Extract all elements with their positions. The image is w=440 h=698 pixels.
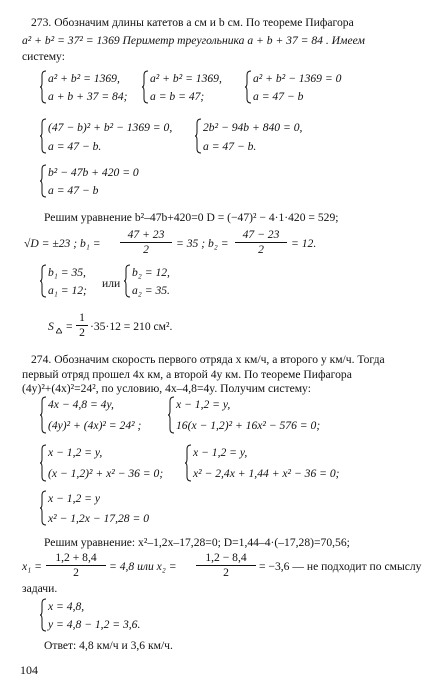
- numerator: 47 + 23: [127, 228, 165, 241]
- equation: a₁ = 12;: [48, 284, 87, 297]
- brace-icon: [185, 444, 193, 482]
- p273-system2: [142, 70, 242, 106]
- p274-x1-prefix: x₁ =: [22, 560, 42, 573]
- numerator: 47 − 23: [242, 228, 280, 241]
- equation: (4y)² + (4x)² = 24² ;: [48, 419, 142, 432]
- brace-icon: [40, 598, 48, 632]
- p273-roots-prefix: √D = ±23 ; b₁ =: [24, 237, 101, 250]
- p274-line2: первый отряд прошел 4x км, а второй 4y км. По теореме Пифагора: [22, 368, 352, 381]
- denominator: 2: [143, 243, 149, 256]
- p273-area-equals: =: [66, 320, 73, 333]
- p274-system4: [185, 444, 405, 484]
- equation: a² + b² − 1369 = 0: [253, 72, 342, 85]
- equation: x − 1,2 = y,: [48, 446, 103, 459]
- p273-line2: a² + b² = 37² = 1369 Периметр треугольника a + b + 37 = 84 . Имеем: [22, 34, 365, 47]
- brace-icon: [40, 70, 48, 104]
- p273-result1: [40, 264, 110, 300]
- p273-system3: [245, 70, 365, 106]
- p273-b1-result: = 35 ; b₂ =: [176, 237, 229, 250]
- equation: a² + b² = 1369,: [150, 72, 222, 85]
- numerator: 1,2 − 8,4: [205, 551, 247, 564]
- brace-icon: [40, 164, 48, 198]
- p273-b1-fraction: [120, 229, 172, 256]
- p274-x1-fraction: [46, 552, 106, 579]
- p274-system5: [40, 490, 200, 528]
- equation: 16(x − 1,2)² + 16x² − 576 = 0;: [176, 419, 321, 432]
- p273-line1: 273. Обозначим длины катетов a см и b см. По теореме Пифагора: [31, 16, 354, 29]
- equation: a = 47 − b.: [48, 140, 102, 153]
- numerator: 1: [79, 311, 85, 324]
- equation: y = 4,8 − 1,2 = 3,6.: [48, 618, 141, 631]
- p274-answer: Ответ: 4,8 км/ч и 3,6 км/ч.: [44, 639, 173, 652]
- p273-system1: [40, 70, 140, 106]
- p273-area-result: ·35·12 = 210 см².: [90, 320, 173, 333]
- equation: a = b = 47;: [150, 90, 205, 103]
- p273-area-symbol: S: [48, 320, 54, 333]
- equation: a + b + 37 = 84;: [48, 90, 128, 103]
- equation: a = 47 − b: [253, 90, 304, 103]
- p274-line3: (4y)²+(4x)²=24², по условию, 4x–4,8=4y. Получим систему:: [22, 382, 311, 395]
- p273-line3: систему:: [22, 50, 65, 63]
- p274-x2-fraction: [196, 552, 256, 579]
- equation: (x − 1,2)² + x² − 36 = 0;: [48, 467, 164, 480]
- equation: x² − 1,2x − 17,28 = 0: [48, 512, 150, 525]
- denominator: 2: [223, 566, 229, 579]
- p273-or: или: [102, 277, 121, 290]
- p273-result2: [124, 264, 194, 300]
- brace-icon: [40, 264, 48, 298]
- triangle-icon: [56, 328, 62, 334]
- equation: a = 47 − b.: [203, 140, 257, 153]
- brace-icon: [40, 444, 48, 482]
- equation: a₂ = 35.: [132, 284, 170, 297]
- brace-icon: [124, 264, 132, 298]
- brace-icon: [195, 118, 203, 154]
- brace-icon: [142, 70, 150, 104]
- p274-task: задачи.: [22, 582, 58, 595]
- p273-system5: [195, 118, 325, 156]
- p273-system6: [40, 164, 170, 200]
- brace-icon: [40, 118, 48, 154]
- equation: x² − 2,4x + 1,44 + x² − 36 = 0;: [193, 467, 340, 480]
- equation: b₂ = 12,: [132, 266, 170, 279]
- denominator: 2: [79, 326, 85, 339]
- p273-area-fraction: [76, 312, 88, 339]
- page-number: 104: [20, 663, 38, 677]
- equation: b² − 47b + 420 = 0: [48, 166, 139, 179]
- denominator: 2: [73, 566, 79, 579]
- p273-b2-result: = 12.: [291, 237, 317, 250]
- equation: (47 − b)² + b² − 1369 = 0,: [48, 121, 173, 134]
- brace-icon: [245, 70, 253, 104]
- p273-b2-fraction: [235, 229, 287, 256]
- equation: 4x − 4,8 = 4y,: [48, 398, 114, 411]
- p274-x2-result: = −3,6 — не подходит по смыслу: [259, 560, 422, 573]
- equation: x − 1,2 = y,: [176, 398, 231, 411]
- equation: a = 47 − b: [48, 184, 99, 197]
- equation: x = 4,8,: [48, 600, 85, 613]
- numerator: 1,2 + 8,4: [55, 551, 97, 564]
- brace-icon: [168, 396, 176, 434]
- brace-icon: [40, 396, 48, 434]
- p273-system4: [40, 118, 200, 156]
- equation: 2b² − 94b + 840 = 0,: [203, 121, 303, 134]
- equation: x − 1,2 = y: [48, 492, 101, 505]
- p274-system6: [40, 598, 190, 634]
- p273-solve-line: Решим уравнение b²–47b+420=0 D = (−47)² − 4·1·420 = 529;: [44, 211, 339, 224]
- brace-icon: [40, 490, 48, 526]
- p274-system3: [40, 444, 180, 484]
- equation: x − 1,2 = y,: [193, 446, 248, 459]
- p274-system1: [40, 396, 180, 436]
- p274-line1: 274. Обозначим скорость первого отряда x км/ч, а второго y км/ч. Тогда: [31, 353, 385, 366]
- equation: b₁ = 35,: [48, 266, 86, 279]
- p274-x1-result: = 4,8 или x₂ =: [109, 560, 177, 573]
- denominator: 2: [258, 243, 264, 256]
- p274-solve-line: Решим уравнение: x²–1,2x–17,28=0; D=1,44–4·(–17,28)=70,56;: [44, 536, 350, 549]
- p274-system2: [168, 396, 388, 436]
- equation: a² + b² = 1369,: [48, 72, 120, 85]
